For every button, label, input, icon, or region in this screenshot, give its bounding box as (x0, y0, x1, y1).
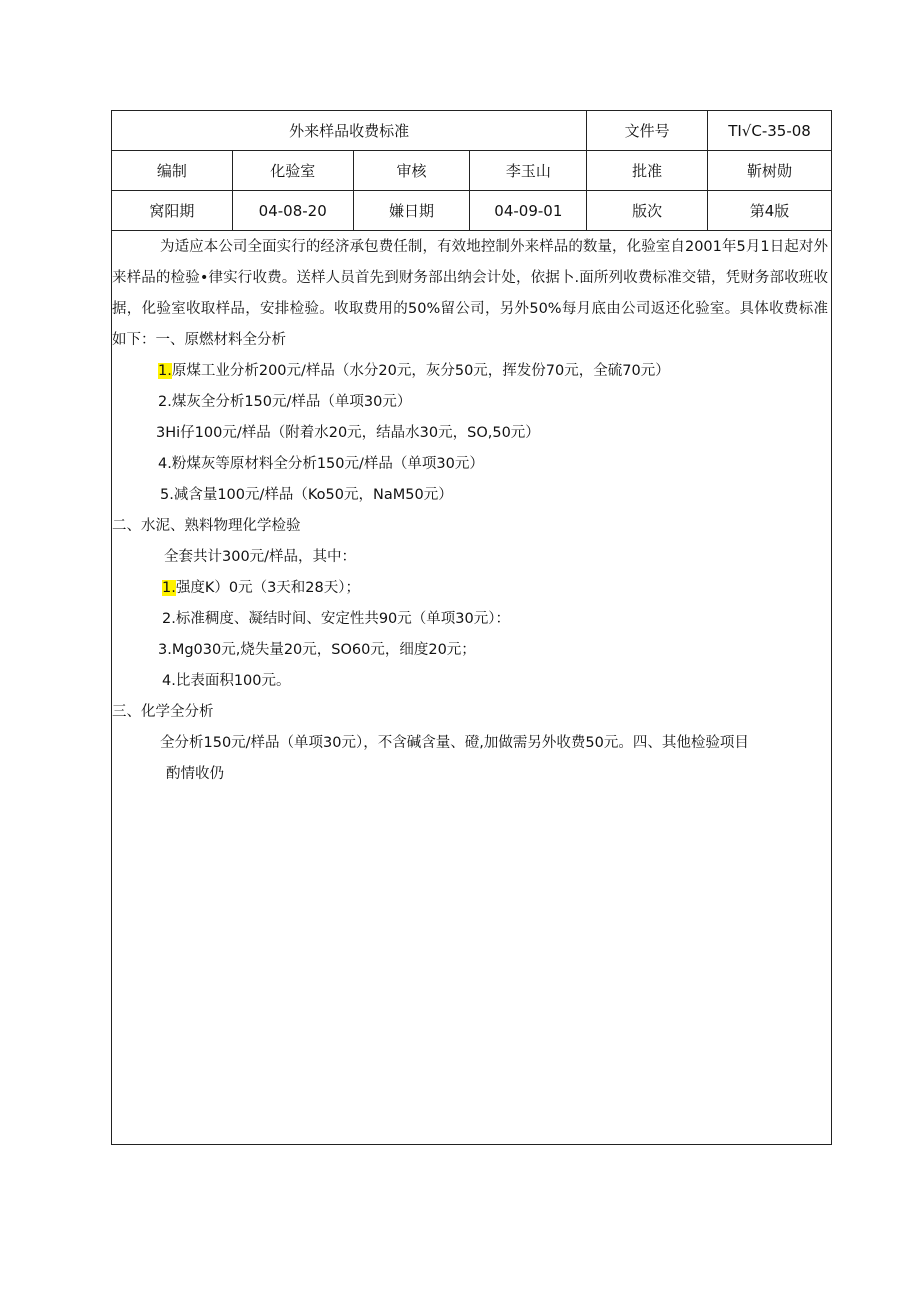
s2-total: 全套共计300元/样品，其中： (164, 549, 357, 565)
intro-paragraph: 为适应本公司全面实行的经济承包费任制，有效地控制外来样品的数量，化验室自2001年5月1日起对外来样品的检验•律实行收费。送样人员首先到财务部出纳会计处，依据卜.面所列收费标准交错，凭财务部收班收据，化验室收取样品，安排检验。收取费用的50%留公司，另外50%每月底由公司返还化验室。具体收费标准如下：一、原燃材料全分析 (112, 239, 828, 348)
s2-item-2: 2.标准稠度、凝结时间、安定性共90元（单项30元）： (162, 611, 510, 627)
approve-label: 批准 (587, 151, 708, 191)
s1-item-1-number: 1. (158, 363, 172, 379)
version-value: 第4版 (708, 191, 832, 231)
doc-no-label: 文件号 (587, 111, 708, 151)
s3-text: 全分析150元/样品（单项30元），不含碱含量、磴,加做需另外收费50元。四、其他检验项目 (160, 735, 749, 751)
header-row-dates (112, 191, 832, 231)
review-value: 李玉山 (470, 151, 587, 191)
document-header-table (111, 110, 832, 231)
document-title: 外来样品收费标准 (112, 111, 587, 151)
date2-label: 嫌日期 (353, 191, 470, 231)
s2-item-1-text: 强度K）0元（3天和28天）； (175, 580, 361, 596)
section-2-heading: 二、水泥、熟料物理化学检验 (112, 518, 301, 534)
s2-item-4: 4.比表面积100元。 (162, 673, 291, 689)
s1-item-2: 2.煤灰全分析150元/样品（单项30元） (158, 394, 412, 410)
s1-item-1-text: 原煤工业分析200元/样品（水分20元，灰分50元，挥发份70元，全硫70元） (171, 363, 670, 379)
header-row-title (112, 111, 832, 151)
doc-no-value: TI√C-35-08 (708, 111, 832, 151)
document-body (112, 232, 828, 790)
date1-label: 窝阳期 (112, 191, 233, 231)
s2-item-1-number: 1. (162, 580, 176, 596)
approve-value: 靳树勋 (708, 151, 832, 191)
prepared-value: 化验室 (232, 151, 353, 191)
s1-item-4: 4.粉煤灰等原材料全分析150元/样品（单项30元） (158, 456, 484, 472)
date2-value: 04-09-01 (470, 191, 587, 231)
date1-value: 04-08-20 (232, 191, 353, 231)
section-3-heading: 三、化学全分析 (112, 704, 214, 720)
s1-item-5: 5.减含量100元/样品（Ko50元，NaM50元） (160, 487, 453, 503)
s2-item-3: 3.Mg030元,烧失量20元，SO60元，细度20元； (158, 642, 476, 658)
version-label: 版次 (587, 191, 708, 231)
header-row-signoff (112, 151, 832, 191)
s1-item-3: 3Hi仔100元/样品（附着水20元，结晶水30元，SO,50元） (156, 425, 540, 441)
review-label: 审核 (353, 151, 470, 191)
prepared-label: 编制 (112, 151, 233, 191)
s1-item-1 (112, 356, 828, 387)
s4-text: 酌情收仍 (166, 766, 224, 782)
s2-item-1 (112, 573, 828, 604)
